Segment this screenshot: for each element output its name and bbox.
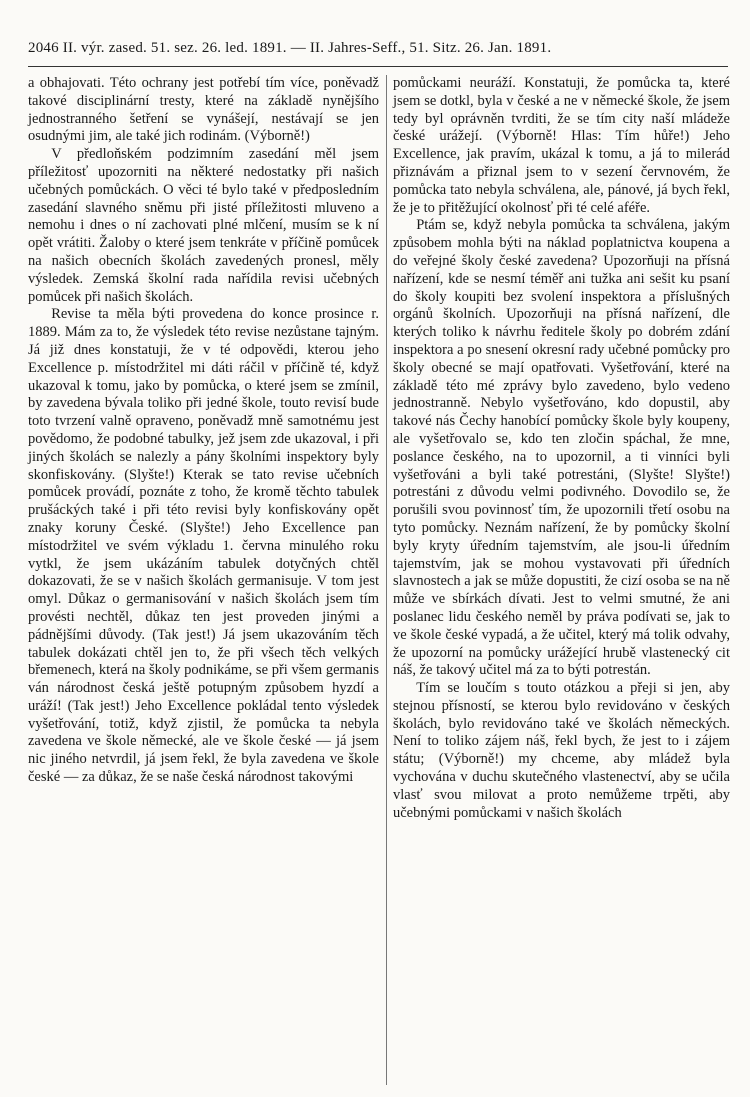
- paragraph: Tím se loučím s touto otázkou a přeji si jen, aby stejnou přísností, se kterou bylo revidováno v českých školách, bylo revidováno také ve školách německých. Není to toliko zájem náš, řekl bych, že jest to i zájem státu; (Výborně!) my chceme, aby mládež byla vychována v duchu skutečného vlastenectví, aby se učila vlasť svou milovat a proto nemůžeme trpěti, aby učebnými pomůckami v našich školách: [393, 680, 730, 821]
- paragraph: V předloňském podzimním zasedání měl jsem příležitosť upozorniti na některé nedostatky při našich učebných pomůckách. O věci té bylo také v předposledním zasedání slavného sněmu při jisté příležitosti mluveno a nemohu i dnes o ní zachovati plné mlčení, musím se k ní opět vrátiti. Žaloby o které jsem tenkráte v příčině pomůcek na našich obecních školách zavedených pronesl, měly výsledek. Zemská školní rada nařídila revisi učebných pomůcek při našich školách.: [28, 146, 379, 305]
- paragraph: a obhajovati. Této ochrany jest potřebí tím více, poněvadž takové disciplinární tresty, které na základě nynějšího jednostranného šetření se vynášejí, nestávají se jen osudnými jim, ale také jich rodinám. (Výborně!): [28, 75, 379, 145]
- right-column: [393, 75, 730, 822]
- paragraph: Revise ta měla býti provedena do konce prosince r. 1889. Mám za to, že výsledek této revise nezůstane tajným. Já již dnes konstatuji, že v té odpovědi, kterou jeho Excellence p. místodržitel mi dáti ráčil v příčině té, když ukazoval k tomu, jako by pomůcka, o které jsem se zmínil, by zavedena bývala toliko při jedné škole, touto revisí bude toto tvrzení valně opraveno, poněvadž mně samotnému jest povědomo, že podobné tabulky, jež jsem zde ukazoval, i při jiných školách se nalezly a pány školními inspektory byly skonfiskovány. (Slyšte!) Kterak se tato revise učebních pomůcek provádí, poznáte z toho, že kromě těchto tabulek prušáckých také i při této revisi byly konfiskovány opět znaky koruny České. (Slyšte!) Jeho Excellence pan místodržitel ve svém výkladu 1. června minulého roku vytkl, že jsem ukázáním tabulek dotyčných chtěl dokazovati, že se v našich školách germanisuje. V tom jest omyl. Důkaz o germanisování v našich školách jsem tím provésti nechtěl, důkaz ten jest proveden jinými a pádnějšími důvody. (Tak jest!) Já jsem ukazováním těch tabulek dokázati chtěl jen to, že při všech těch velkých břemenech, která na školy podnikáme, se při všem germanis ván národnost česká ještě potupným způsobem hyzdí a uráží! (Tak jest!) Jeho Excellence pokládal tento výsledek vyšetřování, totiž, když zjistil, že pomůcka ta nebyla zavedena ve škole německé, ale ve škole české — já jsem nic jiného netvrdil, já jsem řekl, že byla zavedena ve škole české — za důkaz, že se naše česká národnost takovými: [28, 306, 379, 786]
- paragraph: Ptám se, když nebyla pomůcka ta schválena, jakým způsobem mohla býti na náklad poplatnictva koupena a do veřejné školy české zavedena? Upozorňuji na přísná nařízení, kde se nesmí téměř ani tužka ani sešit ku psaní do školy koupiti bez svolení inspektora a příslušných orgánů školních. Upozorňuji na přísná nařízení, dle kterých toliko k návrhu ředitele školy po dobrém zdání inspektora a po snesení okresní rady učebné pomůcky pro školy obecné se mají opatřovati. Vyšetřování, které na základě této mé zprávy bylo zavedeno, bylo vedeno jednostranně. Nebylo vyšetřováno, kdo dopustil, aby takové nás Čechy hanobící pomůcky škole byly koupeny, ale vyšetřovalo se, kdo ten zločin spáchal, že mne, poslance českého, na to upozornil, a ti vinníci byli vyšetřováni a byli také potrestáni, (Slyšte! Slyšte!) potrestáni z důvodu velmi podivného. Dovodilo se, že porušili svou povinnosť tím, že upozornili třetí osobu na tyto pomůcky. Neznám nařízení, že by pomůcky školní byly kryty úředním tajemstvím, ale jsou-li úředním tajemstvím, jak se mohou vystavovati při úředních slavnostech a jak se může dopustiti, že cizí osoba se na ně může ve sbírkách dívati. Jest to velmi smutné, že ani poslanec lidu českého neměl by práva podívati se, jak to ve škole české vypadá, a že učitel, který má tolik odvahy, že upozorní na pomůcky urážející hrubě vlastenecký cit náš, že takový učitel má za to býti potrestán.: [393, 217, 730, 679]
- column-divider: [386, 75, 387, 1085]
- paragraph: pomůckami neuráží. Konstatuji, že pomůcka ta, které jsem se dotkl, byla v české a ne v německé škole, že jsem tedy byl oprávněn tvrditi, že se tím city naší mládeže české urážejí. (Výborně! Hlas: Tím hůře!) Jeho Excellence, jak pravím, ukázal k tomu, a já to milerád přiznávám a přiznal jsem to v sezení červnovém, že pomůcka tato nebyla schválena, ale, pánové, já bych řekl, že je to přitěžující okolnosť při té celé aféře.: [393, 75, 730, 216]
- header-rule: [28, 66, 728, 67]
- page-header: 2046 II. výr. zased. 51. sez. 26. led. 1891. — II. Jahres-Seff., 51. Sitz. 26. Jan. 1891.: [28, 40, 552, 56]
- left-column: [28, 75, 379, 787]
